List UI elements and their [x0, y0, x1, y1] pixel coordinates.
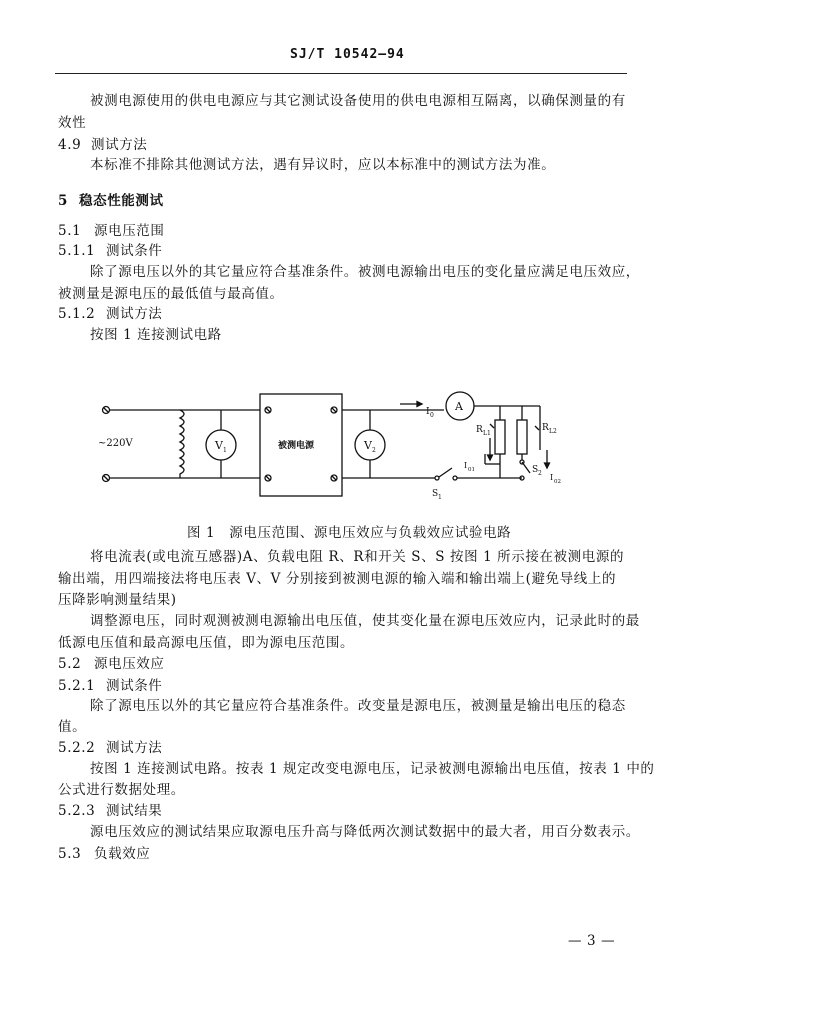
rl1-label: R — [476, 425, 483, 435]
section-5-2-1-line1: 除了源电压以外的其它量应符合基准条件。改变量是源电压，被测量是输出电压的稳态 — [90, 698, 626, 714]
section-5-1-1-number: 5.1.1 — [58, 243, 96, 259]
svg-text:A: A — [455, 400, 463, 413]
section-4-9-body: 本标准不排除其他测试方法，遇有异议时，应以本标准中的测试方法为准。 — [90, 157, 556, 173]
section-5-1-2-title: 测试方法 — [106, 306, 163, 322]
switch-s2 — [520, 460, 542, 480]
svg-text:2: 2 — [538, 470, 542, 477]
section-5-2-3-line1: 源电压效应的测试结果应取源电压升高与降低两次测试数据中的最大者，用百分数表示。 — [90, 824, 640, 840]
section-5-1-number: 5.1 — [58, 223, 82, 239]
section-4-9-title: 测试方法 — [91, 137, 148, 153]
section-5-2-2-line2: 公式进行数据处理。 — [58, 782, 185, 798]
load-resistor-rl2 — [517, 420, 527, 454]
para-4-8-line2: 效性 — [58, 115, 87, 131]
section-5-1-title: 源电压范围 — [94, 223, 165, 239]
svg-text:02: 02 — [554, 479, 561, 485]
voltmeter-v2 — [355, 430, 385, 460]
svg-text:L2: L2 — [549, 428, 557, 435]
rl2-label: R — [542, 423, 549, 433]
svg-text:2: 2 — [372, 447, 376, 454]
dut-terminal-in-bottom — [265, 475, 271, 481]
dut-label: 被测电源 — [278, 441, 315, 451]
section-5-2-2-line1: 按图 1 连接测试电路。按表 1 规定改变电源电压，记录被测电源输出电压值，按表 1 中的 — [90, 761, 655, 777]
section-5-2-3-number: 5.2.3 — [58, 803, 96, 819]
svg-text:L1: L1 — [483, 430, 491, 437]
after-fig-p2-line2: 低源电压值和最高源电压值，即为源电压范围。 — [58, 635, 355, 651]
section-5-2-3-title: 测试结果 — [106, 803, 163, 819]
section-5-2-1-line2: 值。 — [58, 719, 87, 735]
after-fig-p1-line3: 压降影响测量结果) — [58, 592, 177, 608]
section-5-2-2-number: 5.2.2 — [58, 740, 96, 756]
section-5-number: 5 — [58, 193, 68, 209]
svg-text:1: 1 — [223, 447, 227, 454]
dut-terminal-out-bottom — [331, 475, 337, 481]
svg-text:V: V — [215, 439, 223, 452]
dut-terminal-out-top — [331, 407, 337, 413]
section-4-9-number: 4.9 — [58, 137, 82, 153]
svg-text:I: I — [426, 407, 430, 417]
circuit-diagram — [80, 380, 600, 505]
svg-text:S: S — [532, 465, 539, 475]
section-5-1-2-number: 5.1.2 — [58, 306, 96, 322]
para-4-8-line1: 被测电源使用的供电电源应与其它测试设备使用的供电电源相互隔离，以确保测量的有 — [90, 93, 626, 109]
input-terminal-top — [103, 407, 110, 414]
header-rule — [55, 73, 627, 74]
svg-text:V: V — [364, 439, 372, 452]
after-fig-p1-line2: 输出端，用四端接法将电压表 V、V 分别接到被测电源的输入端和输出端上(避免导线上的 — [58, 571, 617, 587]
svg-text:I: I — [550, 473, 554, 482]
section-5-1-1-line2: 被测量是源电压的最低值与最高值。 — [58, 286, 284, 302]
section-5-3-title: 负载效应 — [94, 846, 151, 862]
load-resistor-rl1 — [495, 420, 505, 454]
after-fig-p2-line1: 调整源电压，同时观测被测电源输出电压值，使其变化量在源电压效应内，记录此时的最 — [90, 613, 640, 629]
svg-text:I: I — [464, 461, 468, 470]
svg-text:01: 01 — [468, 467, 475, 473]
section-5-1-1-title: 测试条件 — [106, 243, 163, 259]
section-5-2-number: 5.2 — [58, 656, 82, 672]
svg-text:0: 0 — [430, 412, 434, 419]
page-number: — 3 — — [568, 933, 616, 949]
svg-text:1: 1 — [438, 494, 442, 501]
section-5-2-title: 源电压效应 — [94, 656, 165, 672]
standard-number: SJ/T 10542—94 — [290, 47, 405, 62]
voltmeter-v1 — [206, 430, 236, 460]
after-fig-p1-line1: 将电流表(或电流互感器)A、负载电阻 R、R和开关 S、S 按图 1 所示接在被测电源的 — [90, 549, 625, 565]
figure-caption: 图 1 源电压范围、源电压效应与负载效应试验电路 — [187, 525, 512, 541]
current-arrow-i02 — [545, 450, 562, 485]
section-5-2-1-title: 测试条件 — [106, 678, 163, 694]
section-5-2-2-title: 测试方法 — [106, 740, 163, 756]
section-5-title: 稳态性能测试 — [79, 193, 164, 209]
ammeter-a — [446, 392, 474, 420]
switch-s1 — [432, 468, 457, 501]
section-5-1-2-body: 按图 1 连接测试电路 — [90, 327, 222, 343]
dut-terminal-in-top — [265, 407, 271, 413]
section-5-1-1-line1: 除了源电压以外的其它量应符合基准条件。被测电源输出电压的变化量应满足电压效应， — [90, 264, 640, 280]
section-5-3-number: 5.3 — [58, 846, 82, 862]
current-arrow-i01 — [464, 438, 493, 473]
svg-text:S: S — [432, 489, 439, 499]
section-5-2-1-number: 5.2.1 — [58, 678, 96, 694]
input-voltage-label: ~220V — [98, 438, 133, 449]
input-terminal-bottom — [103, 475, 110, 482]
